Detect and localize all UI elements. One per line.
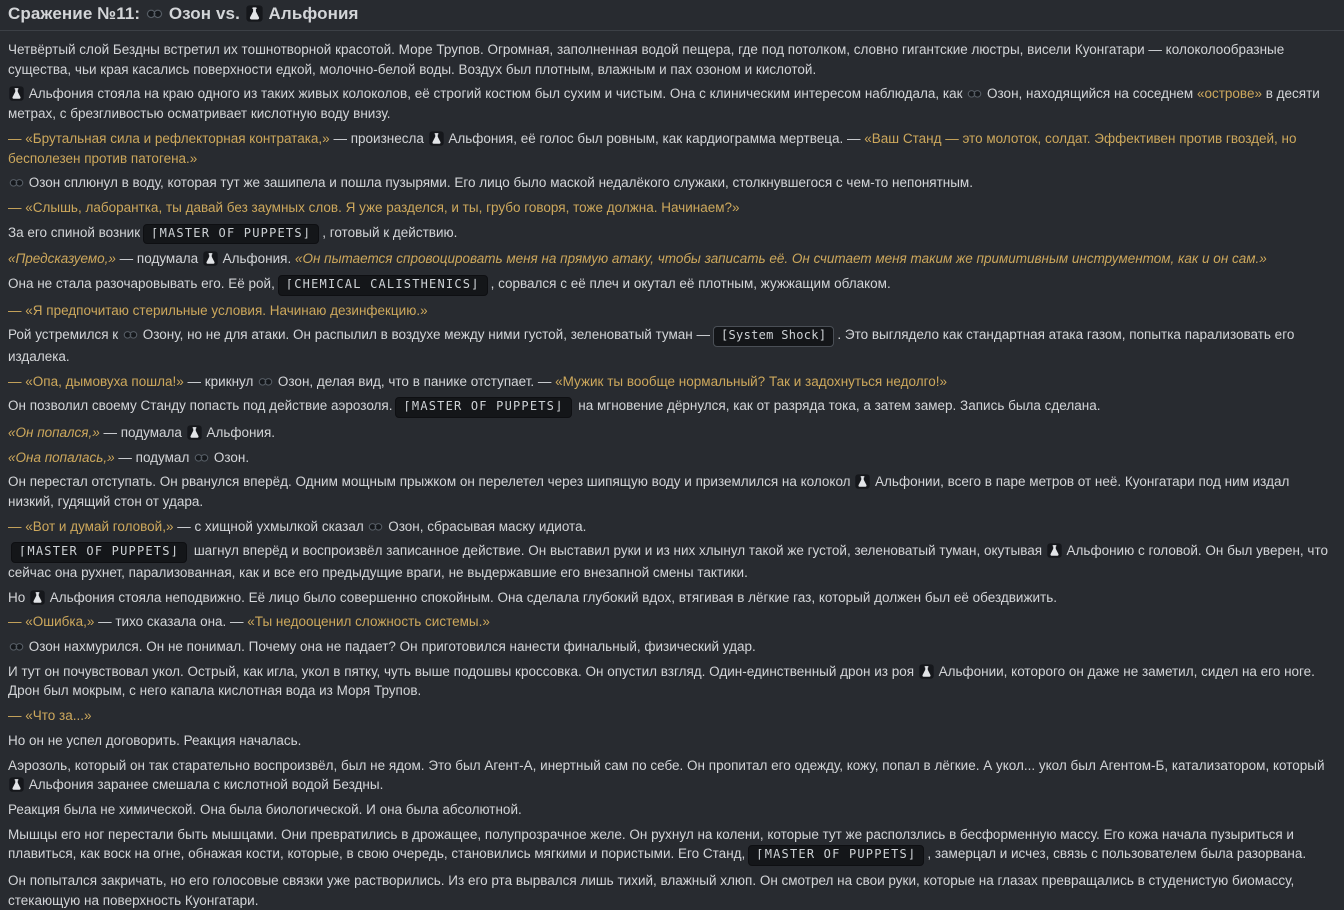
speech-text: — «Я предпочитаю стерильные условия. Начинаю дезинфекцию.» [8,302,428,318]
narration-text: Озону, но не для атаки. Он распылил в воздухе между ними густой, зеленоватый туман — [138,327,710,343]
stand-name-badge: ⌈CHEMICAL CALISTHENICS⌋ [278,275,488,296]
narration-text: Реакция была не химической. Она была биологической. И она была абсолютной. [8,801,522,817]
thought-text: «Она попалась,» [8,449,115,465]
narration-text: шагнул вперёд и воспроизвёл записанное действие. Он выставил руки и из них хлынул такой же густой, зеленоватый туман, окутывая [190,543,1046,559]
narration-text: Он перестал отступать. Он рванулся вперёд. Одним мощным прыжком он перелетел через шипящую воду и приземлился на колокол [8,474,855,490]
thought-text: «Предсказуемо,» [8,251,116,267]
narration-text: Альфонию с головой. Он был уверен, что сейчас она рухнет, парализованная, как и все его предыдущие враги, не выдержавшие его внезапной смены тактики. [8,543,1328,580]
narration-text: Но [8,589,30,605]
alembic-icon [919,662,934,682]
narration-text: Сражение №11: [8,4,146,23]
narration-text: , готовый к действию. [322,224,458,240]
paragraph [8,84,1336,123]
paragraph [8,198,1336,218]
paragraph [8,588,1336,608]
narration-text: Альфония стояла неподвижно. Её лицо было совершенно спокойным. Она сделала глубокий вдох, втягивая в лёгкие газ, который должен был её обездвижить. [46,589,1057,605]
speech-text: — «Что за...» [8,708,92,724]
stand-name-badge: [System Shock] [713,326,834,347]
goggles-icon [194,448,209,468]
paragraph [8,472,1336,511]
paragraph [8,731,1336,751]
paragraph [8,825,1336,866]
speech-text: — «Брутальная сила и рефлекторная контратака,» [8,130,330,146]
paragraph [8,871,1336,910]
narration-text: Альфония. [218,251,295,267]
paragraph [8,800,1336,820]
paragraph [8,756,1336,795]
narration-text: Альфония. [202,424,276,440]
narration-text: Озон, сбрасывая маску идиота. [384,518,587,534]
narration-text: Альфония стояла на краю одного из таких живых колоколов, её строгий костюм был сухим и чистым. Она с клиническим интересом наблюдала, как [25,86,967,102]
paragraph [8,301,1336,321]
goggles-icon [123,325,138,345]
stand-name-badge: ⌈MASTER OF PUPPETS⌋ [11,542,187,563]
narration-text: . Это выглядело как стандартная атака газом, попытка парализовать его издалека. [8,327,1295,364]
narration-text: Альфонии, всего в паре метров от неё. Куонгатари под ним издал низкий, гудящий стон от удара. [8,474,1290,509]
alembic-icon [30,588,45,608]
alembic-icon [429,129,444,149]
thought-text: «Он пытается спровоцировать меня на прямую атаку, чтобы записать её. Он считает меня таким же примитивным инструментом, как и он сам.» [294,251,1267,267]
paragraph [8,662,1336,701]
narration-text: Четвёртый слой Бездны встретил их тошнотворной красотой. Море Трупов. Огромная, заполненная водой пещера, где под потолком, словно гигантские люстры, висели Куонгатари — колоколообразные существа, чьи края касались поверхности едкой, молочно-белой воды. Воздух был плотным, влажным и пах озоном и кислотой. [8,42,1285,77]
paragraph [8,274,1336,296]
narration-text: Она не стала разочаровывать его. Её рой, [8,275,275,291]
speech-text: «Ваш Станд — это молоток, солдат. Эффективен против гвоздей, но бесполезен против патогена.» [8,130,1297,166]
narration-text: — тихо сказала она. — [94,614,248,630]
alembic-icon [9,775,24,795]
paragraph [8,612,1336,632]
alembic-icon [187,423,202,443]
narration-text: Рой устремился к [8,327,122,343]
narration-text: Озон, находящийся на соседнем [983,86,1197,102]
goggles-icon [9,637,24,657]
narration-text: , сорвался с её плеч и окутал её плотным, жужжащим облаком. [490,275,891,291]
thought-text: «Он попался,» [8,424,100,440]
narration-text: Но он не успел договорить. Реакция началась. [8,732,302,748]
alembic-icon [203,249,218,269]
battle-log-content [8,40,1336,910]
narration-text: Альфония заранее смешала с кислотной водой Бездны. [25,777,384,793]
paragraph [8,249,1336,269]
paragraph [8,372,1336,392]
narration-text: Альфония, её голос был ровным, как кардиограмма мертвеца. — [444,130,865,146]
paragraph [8,40,1336,79]
narration-text: Он попытался закричать, но его голосовые связки уже растворились. Из его рта вырвался лишь тихий, влажный хлюп. Он смотрел на свои руки, которые на глазах превращались в студенистую биомассу, стекающую на поверхность Куонгатари. [8,872,1295,908]
speech-text: — «Опа, дымовуха пошла!» [8,373,184,389]
narration-text: Альфония [263,4,359,23]
narration-text: И тут он почувствовал укол. Острый, как игла, укол в пятку, чуть выше подошвы кроссовка. Он опустил взгляд. Один-единственный дрон из роя [8,663,918,679]
stand-name-badge: ⌈MASTER OF PUPPETS⌋ [395,397,571,418]
paragraph [8,517,1336,537]
alembic-icon [1047,541,1062,561]
narration-text: Озон vs. [164,4,245,23]
stand-name-badge: ⌈MASTER OF PUPPETS⌋ [143,224,319,245]
narration-text: Он позволил своему Станду попасть под действие аэрозоля. [8,398,393,414]
narration-text: — подумал [114,449,194,465]
paragraph [8,223,1336,245]
speech-text: — «Слышь, лаборантка, ты давай без заумных слов. Я уже разделся, и ты, грубо говоря, тоже должна. Начинаем?» [8,199,740,215]
paragraph [8,637,1336,657]
stand-name-badge: ⌈MASTER OF PUPPETS⌋ [748,845,924,866]
narration-text: — подумала [115,251,202,267]
goggles-icon [9,173,24,193]
narration-text: — крикнул [183,373,258,389]
goggles-icon [258,372,273,392]
goggles-icon [146,4,163,24]
narration-text: на мгновение дёрнулся, как от разряда тока, а затем замер. Запись была сделана. [574,398,1101,414]
highlight-text: «острове» [1196,86,1262,102]
paragraph [8,448,1336,468]
narration-text: Озон сплюнул в воду, которая тут же зашипела и пошла пузырями. Его лицо было маской недалёкого служаки, столкнувшегося с чем-то непонятным. [25,175,973,191]
goggles-icon [368,517,383,537]
battle-log-page [8,3,1336,910]
speech-text: — «Вот и думай головой,» [8,518,174,534]
page-title [0,3,1344,31]
paragraph [8,396,1336,418]
narration-text: Мышцы его ног перестали быть мышцами. Они превратились в дрожащее, полупрозрачное желе. Он рухнул на колени, которые тут же расползлись в бесформенную массу. Его кожа начала пузыриться и плавиться, как воск на огне, обнажая кости, которые, в свою очередь, становились мягкими и пористыми. Его Станд, [8,826,1294,862]
paragraph [8,129,1336,168]
paragraph [8,325,1336,366]
narration-text: Аэрозоль, который он так старательно воспроизвёл, был не ядом. Это был Агент-А, инертный сам по себе. Он пропитал его одежду, кожу, попал в лёгкие. А укол... укол был Агентом-Б, катализатором, который [8,757,1325,773]
paragraph [8,541,1336,582]
speech-text: «Ты недооценил сложность системы.» [247,614,490,630]
narration-text: в десяти метрах, с брезгливостью осматривает кислотную воду внизу. [8,86,1320,122]
narration-text: Озон нахмурился. Он не понимал. Почему она не падает? Он приготовился нанести финальный, физический удар. [25,639,756,655]
narration-text: Озон. [210,449,250,465]
alembic-icon [855,472,870,492]
narration-text: Озон, делая вид, что в панике отступает. — [274,373,556,389]
narration-text: — с хищной ухмылкой сказал [173,518,368,534]
speech-text: — «Ошибка,» [8,614,95,630]
alembic-icon [246,4,263,24]
narration-text: Альфонии, которого он даже не заметил, сидел на его ноге. Дрон был мокрым, с него капала кислотная вода из Моря Трупов. [8,663,1315,699]
alembic-icon [9,84,24,104]
speech-text: «Мужик ты вообще нормальный? Так и задохнуться недолго!» [555,373,947,389]
paragraph [8,706,1336,726]
narration-text: — произнесла [329,130,428,146]
goggles-icon [967,84,982,104]
narration-text: — подумала [99,424,186,440]
narration-text: , замерцал и исчез, связь с пользователем была разорвана. [927,846,1307,862]
paragraph [8,173,1336,193]
paragraph [8,423,1336,443]
narration-text: За его спиной возник [8,224,141,240]
